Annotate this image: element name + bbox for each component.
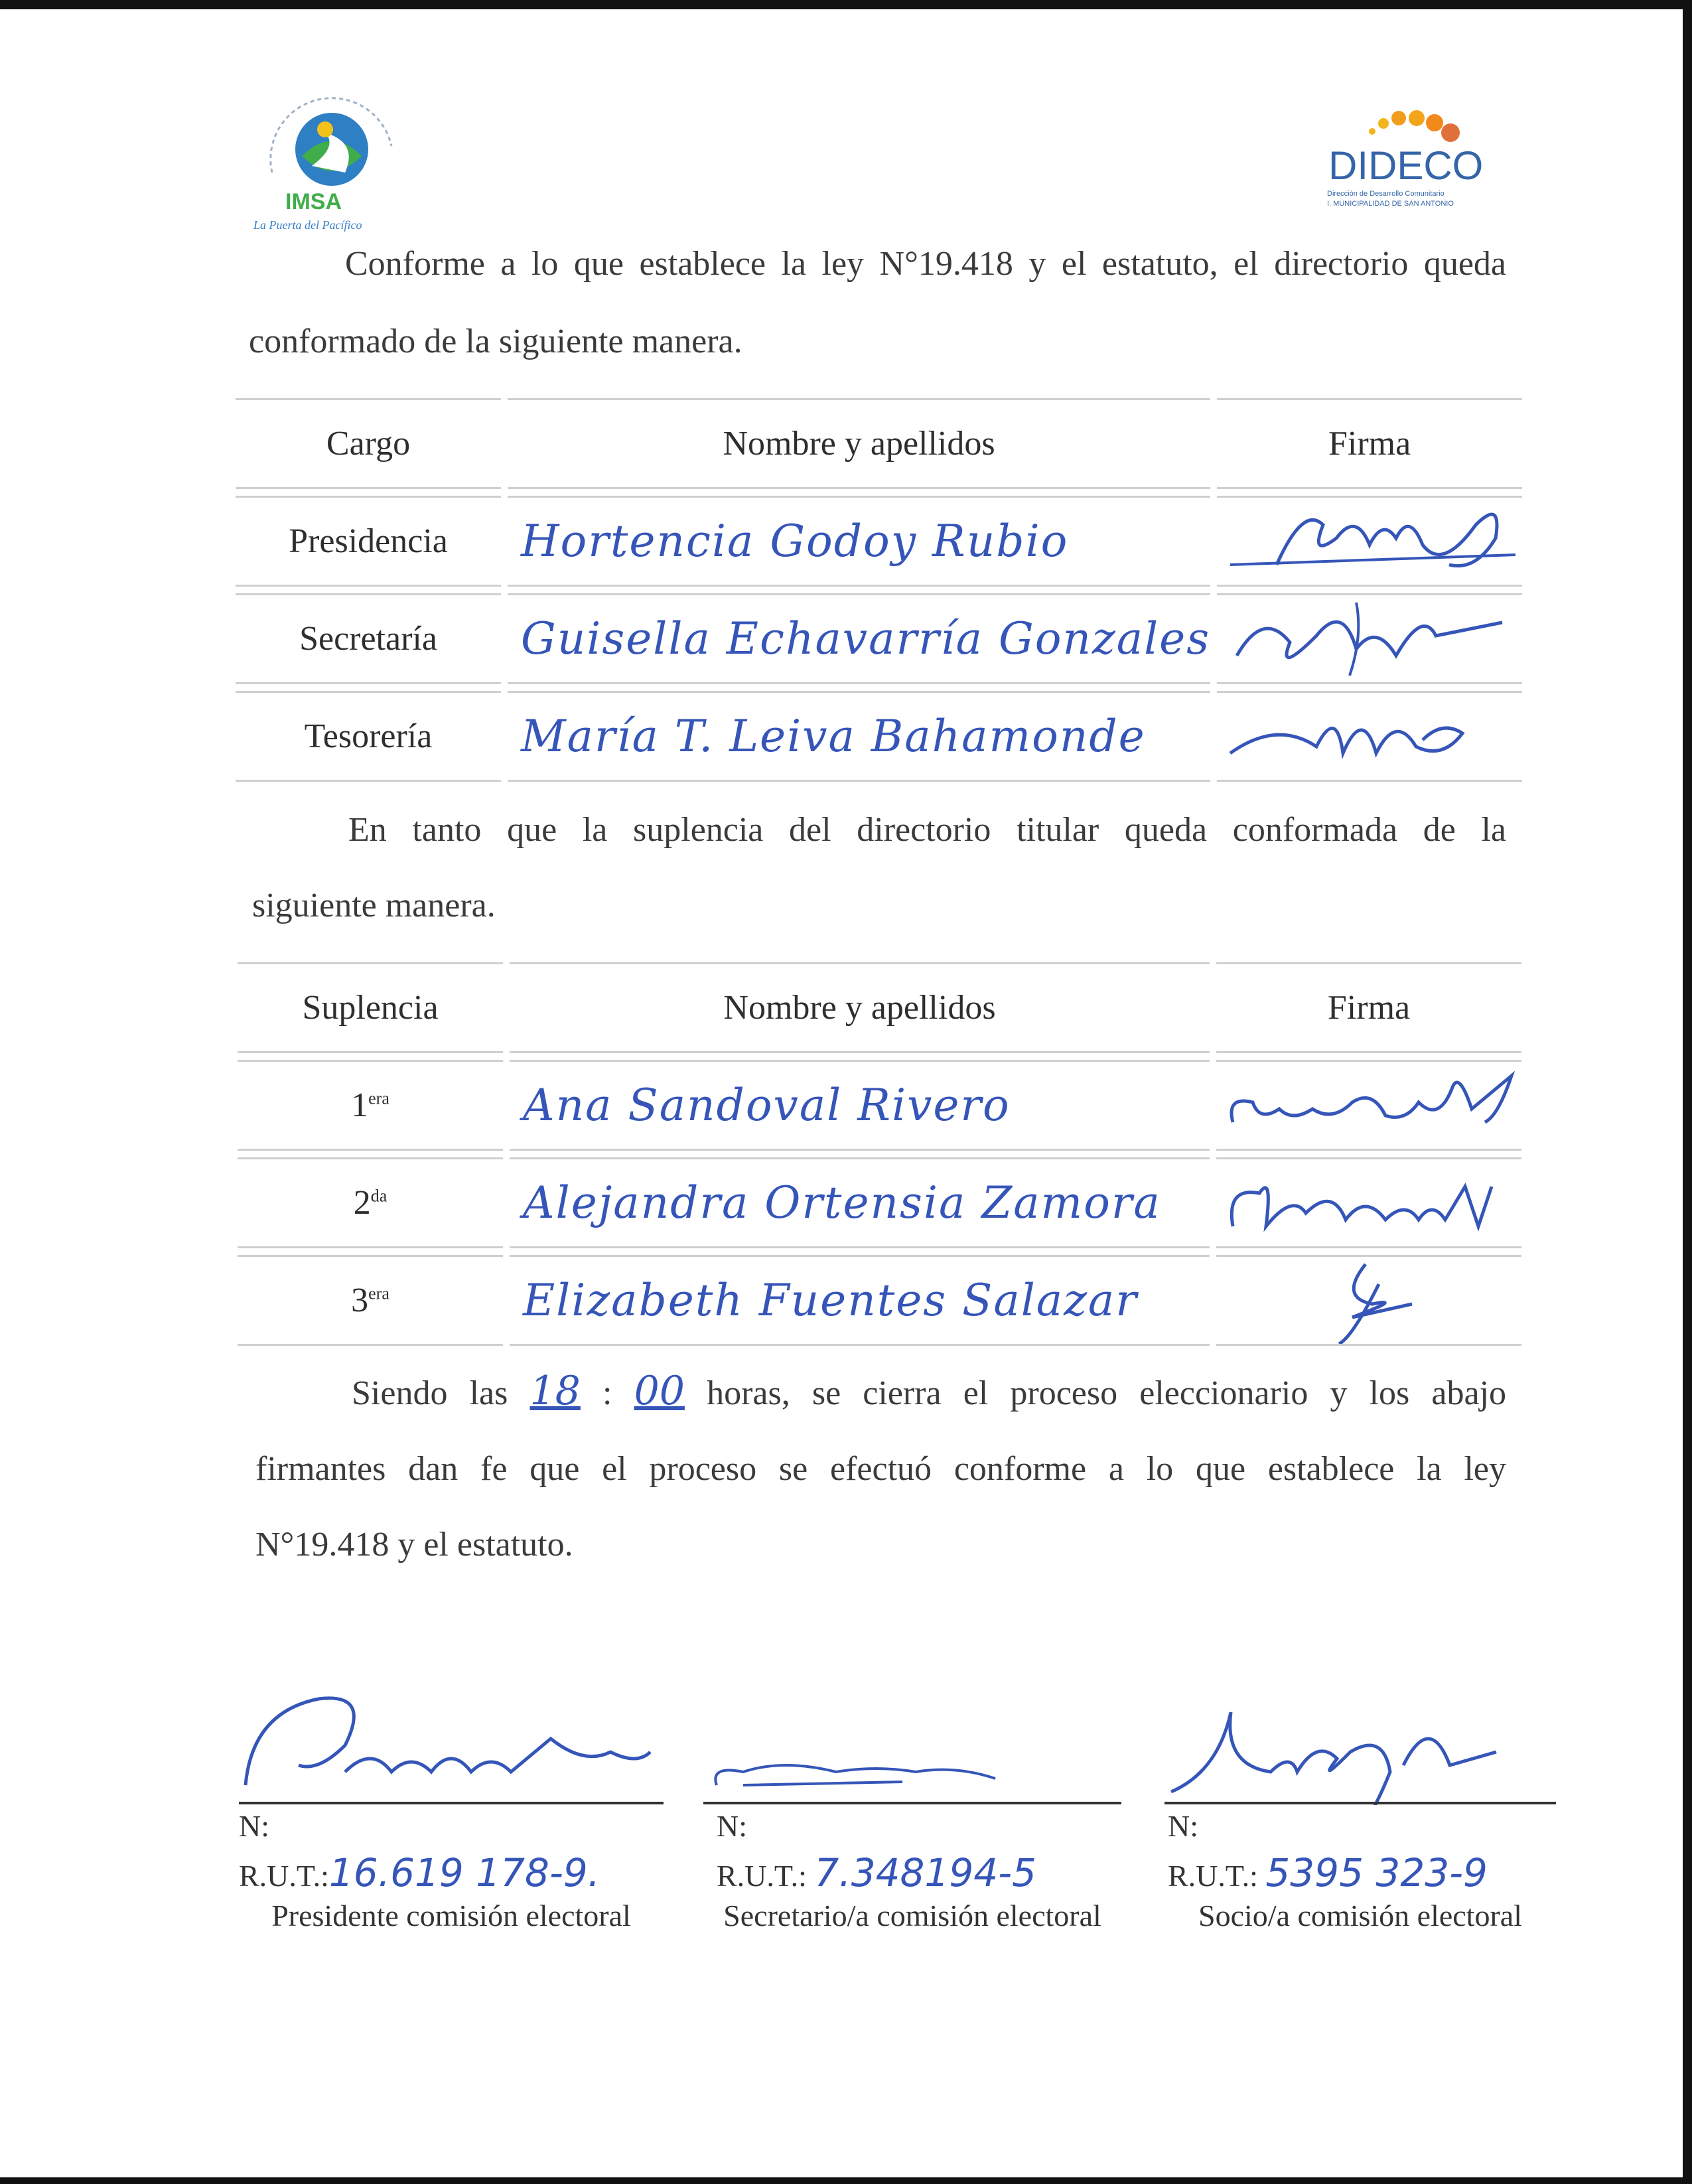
table-row [238,1157,1521,1248]
dideco-subtitle-2: I. MUNICIPALIDAD DE SAN ANTONIO [1327,200,1454,208]
signer-rut: R.U.T.:16.619 178-9. [239,1850,600,1895]
nombre-cell: Ana Sandoval Rivero [523,1080,1011,1131]
closing-time-minute: 00 [634,1368,685,1414]
suplencia-cell: $1^{era}$ [238,1060,503,1151]
header-suplencia: Suplencia [238,962,503,1053]
signature-suplente-2 [1220,1160,1518,1246]
dideco-subtitle-1: Dirección de Desarrollo Comunitario [1327,190,1445,198]
suplencia-line-2: siguiente manera. [252,887,496,924]
closing-line-3: N°19.418 y el estatuto. [255,1526,573,1564]
header-firma: Firma [1216,962,1521,1053]
firma-cell [1217,691,1522,782]
signer-n-label: N: [239,1809,269,1843]
suplencia-cell: $3^{era}$ [238,1255,503,1346]
nombre-cell: Hortencia Godoy Rubio [521,516,1069,567]
signature-secretaria [1224,596,1516,682]
suplencia-cell: $2^{da}$ [238,1157,503,1248]
signature-secretario-comision [703,1672,1121,1805]
header-cargo: Cargo [236,398,501,489]
imsa-logo-icon [246,93,418,239]
table-row [236,593,1522,684]
suplencia-header-row [238,962,1521,1053]
signer-n-label: N: [717,1809,747,1843]
signature-presidente-comision [239,1672,670,1805]
signature-line [1164,1802,1556,1804]
closing-line-1: Siendo las 18 : 00 horas, se cierra el proceso eleccionario y los abajo [352,1368,1507,1414]
signature-tesoreria [1224,693,1516,780]
signer-role: Socio/a comisión electoral [1198,1899,1522,1932]
firma-cell [1216,1255,1521,1346]
signature-suplente-3 [1220,1258,1518,1344]
nombre-cell: Alejandra Ortensia Zamora [523,1177,1161,1228]
signature-line [703,1802,1121,1804]
dideco-logo-icon [1320,106,1500,219]
signer-n-label: N: [1168,1809,1198,1843]
signer-role: Secretario/a comisión electoral [723,1899,1101,1932]
cargo-cell: Secretaría [236,593,501,684]
closing-time-hour: 18 [529,1368,581,1414]
firma-cell [1216,1060,1521,1151]
dideco-logo [1320,106,1500,219]
header-firma: Firma [1217,398,1522,489]
signature-socio-comision [1164,1672,1556,1805]
firma-cell [1217,496,1522,587]
closing-line-2: firmantes dan fe que el proceso se efectuó conforme a lo que establece la ley [255,1450,1506,1488]
imsa-name: IMSA [285,189,342,214]
imsa-logo [246,93,418,239]
signer-role: Presidente comisión electoral [271,1899,631,1932]
signature-suplente-1 [1220,1062,1518,1149]
nombre-cell: María T. Leiva Bahamonde [521,711,1146,762]
cargo-cell: Presidencia [236,496,501,587]
intro-paragraph [249,247,1506,359]
nombre-cell: Elizabeth Fuentes Salazar [523,1275,1138,1326]
directorio-table [229,392,1529,788]
signer-rut: R.U.T.: 7.348194-5 [717,1850,1036,1895]
intro-line-1: Conforme a lo que establece la ley N°19.418 y el estatuto, el directorio queda [345,245,1506,283]
dideco-name: DIDECO [1328,143,1484,188]
signature-presidencia [1224,498,1516,585]
table-row [236,691,1522,782]
signer-rut: R.U.T.: 5395 323-9 [1168,1850,1488,1895]
firma-cell [1217,593,1522,684]
table-row [238,1060,1521,1151]
suplencia-line-1: En tanto que la suplencia del directorio titular queda conformada de la [348,811,1506,849]
table-row [238,1255,1521,1346]
suplencia-table [231,956,1528,1352]
header-nombre: Nombre y apellidos [510,962,1210,1053]
directorio-header-row [236,398,1522,489]
imsa-tagline: La Puerta del Pacífico [253,218,362,232]
intro-line-2: conformado de la siguiente manera. [249,323,742,360]
table-row [236,496,1522,587]
signature-line [239,1802,664,1804]
closing-paragraph [255,1368,1507,1564]
header-nombre: Nombre y apellidos [508,398,1210,489]
cargo-cell: Tesorería [236,691,501,782]
firma-cell [1216,1157,1521,1248]
nombre-cell: Guisella Echavarría Gonzales [521,613,1211,664]
suplencia-paragraph [252,813,1506,923]
